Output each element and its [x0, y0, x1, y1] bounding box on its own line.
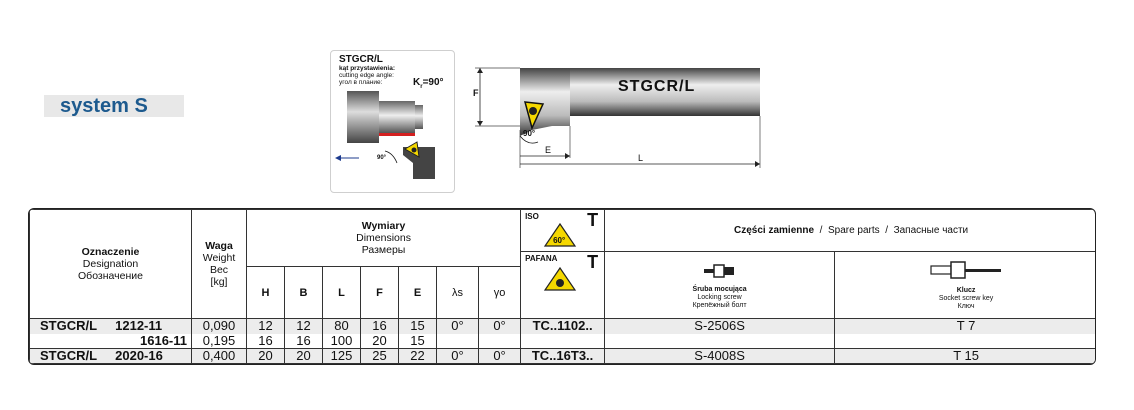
row-weight: 0,090: [192, 319, 247, 334]
row-designation: STGCR/L 2020-16: [30, 349, 192, 364]
row-key: [835, 334, 1096, 349]
pafana-insert-icon: [543, 266, 577, 292]
row-weight: 0,195: [192, 334, 247, 349]
row-E: 22: [399, 349, 437, 364]
row-designation: STGCR/L 1212-11: [30, 319, 192, 334]
row-gamma: 0°: [479, 319, 521, 334]
row-E: 15: [399, 319, 437, 334]
socket-key-icon: [921, 260, 1011, 282]
row-insert: [521, 334, 605, 349]
iso-insert-cell: ISO T 60°: [521, 210, 605, 252]
approach-angle-diagram: [330, 50, 455, 193]
socket-key-cell: Klucz Socket screw key Ключ: [835, 252, 1096, 319]
row-F: 20: [361, 334, 399, 349]
row-screw: S-4008S: [605, 349, 835, 364]
row-gamma: [479, 334, 521, 349]
dim-F-label: F: [473, 88, 479, 98]
col-B: B: [285, 267, 323, 319]
row-gamma: 0°: [479, 349, 521, 364]
diagram-line-ru: угол в плание:: [339, 79, 383, 86]
table-row: [30, 319, 1097, 334]
table-row: [30, 349, 1097, 364]
row-L: 100: [323, 334, 361, 349]
diagram-line-en: cutting edge angle:: [339, 72, 394, 79]
kr-angle-label: $K_r=90^\circ$: [413, 77, 444, 90]
row-F: 25: [361, 349, 399, 364]
row-lambda: [437, 334, 479, 349]
col-F: F: [361, 267, 399, 319]
row-insert: TC..1102..: [521, 319, 605, 334]
diagram-angle-label: 90°: [377, 155, 387, 161]
row-B: 20: [285, 349, 323, 364]
table-row: [30, 334, 1097, 349]
row-L: 125: [323, 349, 361, 364]
system-label: system S: [44, 95, 184, 117]
row-screw: S-2506S: [605, 319, 835, 334]
row-key: T 7: [835, 319, 1096, 334]
designation-header: Oznaczenie Designation Обозначение: [30, 210, 192, 319]
row-designation: 1616-11: [30, 334, 192, 349]
row-H: 16: [247, 334, 285, 349]
col-gamma: γo: [479, 267, 521, 319]
dim-E-label: E: [545, 145, 552, 155]
row-E: 15: [399, 334, 437, 349]
diagram-line-pl: kąt przystawienia:: [339, 65, 395, 72]
row-screw: [605, 334, 835, 349]
dim-L-label: L: [638, 153, 644, 163]
row-lambda: 0°: [437, 349, 479, 364]
holder-angle-label: 90°: [523, 129, 536, 138]
row-H: 12: [247, 319, 285, 334]
holder-drawing: [470, 60, 770, 170]
locking-screw-icon: [700, 261, 740, 281]
spare-parts-header: Części zamienne / Spare parts / Запасные части: [605, 210, 1096, 252]
weight-header: Waga Weight Вес [kg]: [192, 210, 247, 319]
row-B: 12: [285, 319, 323, 334]
row-B: 16: [285, 334, 323, 349]
workpiece-sketch: [331, 51, 456, 194]
col-L: L: [323, 267, 361, 319]
row-F: 16: [361, 319, 399, 334]
col-E: E: [399, 267, 437, 319]
row-insert: TC..16T3..: [521, 349, 605, 364]
col-lambda: λs: [437, 267, 479, 319]
row-L: 80: [323, 319, 361, 334]
row-H: 20: [247, 349, 285, 364]
locking-screw-cell: Śruba mocująca Locking screw Крепёжный болт: [605, 252, 835, 319]
holder-name: STGCR/L: [618, 78, 696, 95]
pafana-insert-cell: PAFANA T: [521, 252, 605, 319]
row-key: T 15: [835, 349, 1096, 364]
row-lambda: 0°: [437, 319, 479, 334]
row-weight: 0,400: [192, 349, 247, 364]
diagram-title: STGCR/L: [339, 54, 383, 65]
tool-holder-table: [28, 208, 1096, 365]
col-H: H: [247, 267, 285, 319]
dimensions-header: Wymiary Dimensions Размеры: [247, 210, 521, 267]
